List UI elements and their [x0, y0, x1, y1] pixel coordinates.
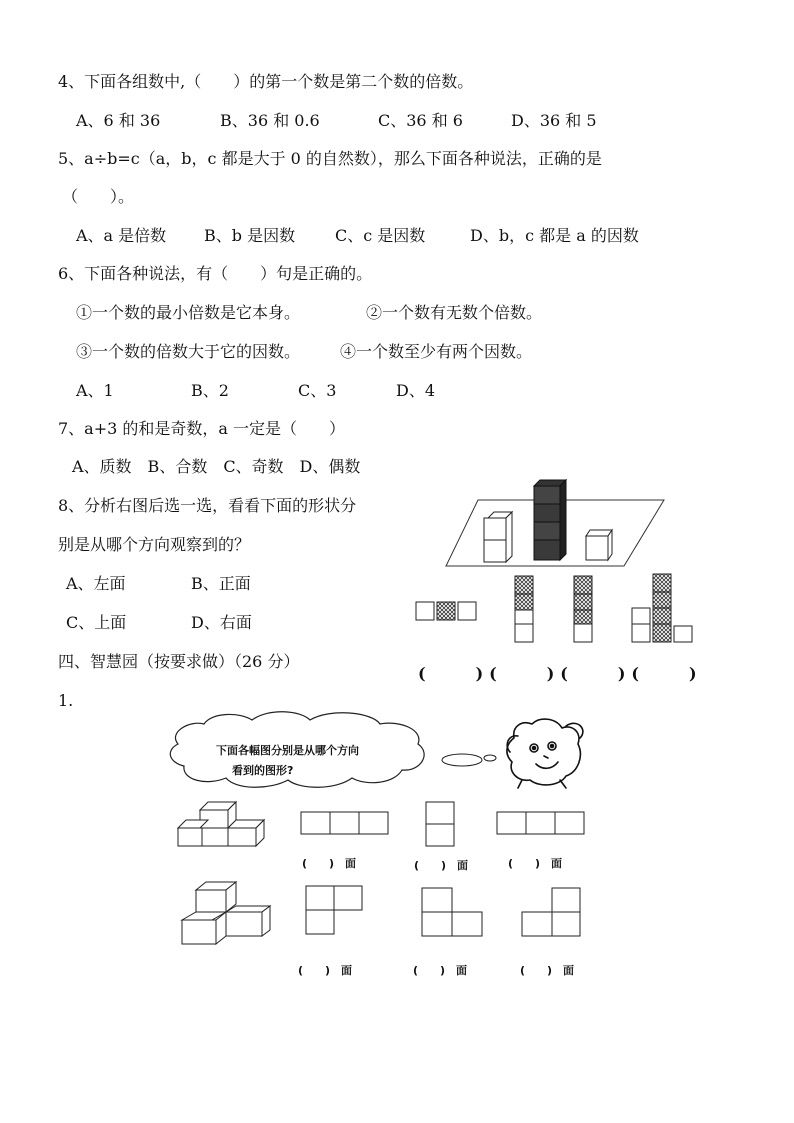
q6-statement-1: ①一个数的最小倍数是它本身。 — [76, 303, 301, 322]
row2-view-3 — [522, 888, 580, 936]
row2-3d-solid — [182, 882, 270, 944]
q6-statement-3: ③一个数的倍数大于它的因数。 — [76, 342, 301, 361]
section-4-title: 四、智慧园（按要求做）（26 分） — [58, 652, 300, 671]
blank-row1-3[interactable]: ( ) 面 — [508, 857, 563, 870]
q6-option-a: A、1 — [76, 381, 114, 400]
q5-option-a: A、a 是倍数 — [76, 226, 167, 245]
q6-stem: 6、下面各种说法，有（ ）句是正确的。 — [58, 264, 373, 283]
q6-option-c: C、3 — [298, 381, 337, 400]
blank-row1-2[interactable]: ( ) 面 — [414, 859, 469, 872]
q4-option-d: D、36 和 5 — [511, 111, 597, 130]
q4-stem: 4、下面各组数中,（ ）的第一个数是第二个数的倍数。 — [58, 72, 474, 91]
q8-option-c: C、上面 — [66, 613, 127, 632]
blank-row2-2[interactable]: ( ) 面 — [413, 964, 468, 977]
bubble-line-2: 看到的图形? — [232, 764, 294, 777]
row2-view-2 — [422, 888, 482, 936]
q8-stem-line2: 别是从哪个方向观察到的？ — [58, 535, 251, 554]
q6-statement-2: ②一个数有无数个倍数。 — [366, 303, 543, 322]
q5-option-b: B、b 是因数 — [204, 226, 296, 245]
q4-option-c: C、36 和 6 — [378, 111, 463, 130]
q8-stem-line1: 8、分析右图后选一选，看看下面的形状分 — [58, 496, 357, 515]
q5-option-c: C、c 是因数 — [335, 226, 426, 245]
q8-answer-blanks: ( )( )( )( ) — [418, 664, 703, 683]
section-4-item-1: 1. — [58, 691, 74, 710]
q5-stem: 5、a÷b=c（a，b，c 都是大于 0 的自然数），那么下面各种说法，正确的是 — [58, 149, 602, 168]
blank-row2-3[interactable]: ( ) 面 — [520, 964, 575, 977]
q8-option-d: D、右面 — [191, 613, 252, 632]
q5-stem-blank: （ ）。 — [62, 187, 135, 206]
q6-statement-4: ④一个数至少有两个因数。 — [340, 342, 533, 361]
q7-stem: 7、a+3 的和是奇数，a 一定是（ ） — [58, 419, 346, 438]
blank-row1-1[interactable]: ( ) 面 — [302, 857, 357, 870]
bubble-line-1: 下面各幅图分别是从哪个方向 — [216, 744, 359, 757]
q6-option-b: B、2 — [191, 381, 229, 400]
q4-option-b: B、36 和 0.6 — [220, 111, 320, 130]
q4-option-a: A、6 和 36 — [76, 111, 161, 130]
q5-option-d: D、b，c 都是 a 的因数 — [470, 226, 639, 245]
q7-options: A、质数 B、合数 C、奇数 D、偶数 — [72, 457, 361, 476]
q8-option-b: B、正面 — [191, 574, 251, 593]
q6-option-d: D、4 — [396, 381, 436, 400]
blank-row2-1[interactable]: ( ) 面 — [298, 964, 353, 977]
row2-view-1 — [306, 886, 362, 934]
q8-option-a: A、左面 — [66, 574, 126, 593]
